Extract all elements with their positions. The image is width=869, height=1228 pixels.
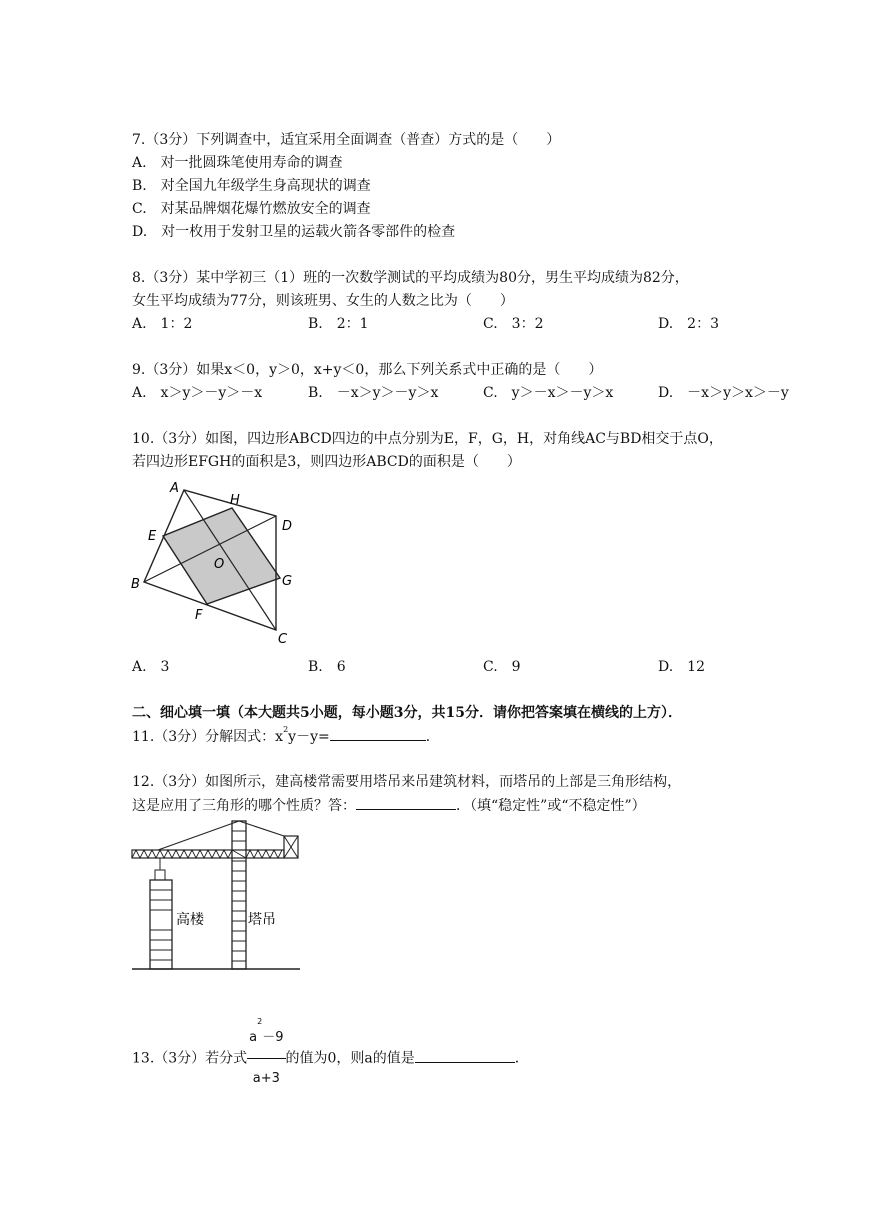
crane-figure xyxy=(128,816,308,974)
q8-option-b: B. 2：1 xyxy=(308,316,369,332)
q10-stem-line2: 若四边形EFGH的面积是3，则四边形ABCD的面积是（ ） xyxy=(132,454,521,470)
q10-stem-line1: 10.（3分）如图，四边形ABCD四边的中点分别为E，F，G，H，对角线AC与BD相交于点O， xyxy=(132,431,723,447)
label-c: C xyxy=(278,632,288,647)
q9-option-d: D. －x＞y＞x＞－y xyxy=(658,385,789,401)
q10-option-d: D. 12 xyxy=(658,659,705,675)
q13-answer-blank[interactable] xyxy=(415,1048,515,1063)
q11-exponent: 2 xyxy=(283,725,289,734)
q12-stem-line2 xyxy=(132,795,646,816)
label-crane: 塔吊 xyxy=(248,912,276,928)
q8-stem-line1: 8.（3分）某中学初三（1）班的一次数学测试的平均成绩为80分，男生平均成绩为82分， xyxy=(132,270,689,286)
q13-numerator: $a^2-9$ xyxy=(247,1018,285,1059)
section-heading: 二、细心填一填（本大题共5小题，每小题3分，共15分．请你把答案填在横线的上方）． xyxy=(132,705,682,721)
q8-option-c: C. 3：2 xyxy=(483,316,544,332)
q13-mid: 的值为0，则a的值是 xyxy=(285,1050,415,1067)
q9-option-a: A. x＞y＞－y＞－x xyxy=(132,385,263,401)
label-e: E xyxy=(148,529,157,544)
q12-answer-blank[interactable] xyxy=(356,795,456,810)
label-building: 高楼 xyxy=(176,912,204,928)
q11-line xyxy=(132,726,440,747)
label-b: B xyxy=(131,577,140,592)
q11-answer-blank[interactable] xyxy=(330,726,426,741)
q13-prefix: 13.（3分）若分式 xyxy=(132,1050,248,1067)
q7-option-a: A. 对一批圆珠笔使用寿命的调查 xyxy=(132,155,343,171)
label-a: A xyxy=(170,481,179,496)
q12-prefix: 这是应用了三角形的哪个性质？答： xyxy=(132,798,356,814)
q11-suffix: ． xyxy=(425,729,440,745)
q10-option-a: A. 3 xyxy=(132,659,170,675)
label-f: F xyxy=(195,608,203,623)
q7-stem: 7.（3分）下列调查中，适宜采用全面调查（普查）方式的是（ ） xyxy=(132,132,561,148)
q12-stem-line1: 12.（3分）如图所示，建高楼常需要用塔吊来吊建筑材料，而塔吊的上部是三角形结构， xyxy=(132,774,682,790)
q8-option-d: D. 2：3 xyxy=(658,316,719,332)
q9-stem: 9.（3分）如果x＜0，y＞0，x+y＜0，那么下列关系式中正确的是（ ） xyxy=(132,362,603,378)
q13-fraction xyxy=(247,1018,285,1099)
q7-option-c: C. 对某品牌烟花爆竹燃放安全的调查 xyxy=(132,201,371,217)
label-g: G xyxy=(282,574,293,589)
q10-option-c: C. 9 xyxy=(483,659,521,675)
q11-prefix: 11.（3分）分解因式：x xyxy=(132,729,284,745)
label-d: D xyxy=(282,519,293,534)
q11-mid: y－y= xyxy=(288,729,330,745)
quadrilateral-figure xyxy=(128,478,303,648)
q8-stem-line2: 女生平均成绩为77分，则该班男、女生的人数之比为（ ） xyxy=(132,293,514,309)
q7-option-b: B. 对全国九年级学生身高现状的调查 xyxy=(132,178,371,194)
q13-line xyxy=(132,1018,529,1099)
label-h: H xyxy=(230,493,240,508)
q13-denominator: a+3 xyxy=(252,1071,280,1086)
q7-option-d: D. 对一枚用于发射卫星的运载火箭各零部件的检查 xyxy=(132,224,456,240)
q12-suffix: ．（填“稳定性”或“不稳定性”） xyxy=(456,798,646,814)
q9-option-c: C. y＞－x＞－y＞x xyxy=(483,385,614,401)
q10-option-b: B. 6 xyxy=(308,659,346,675)
label-o: O xyxy=(214,557,225,572)
q13-suffix: ． xyxy=(514,1050,529,1067)
q8-option-a: A. 1：2 xyxy=(132,316,193,332)
q9-option-b: B. －x＞y＞－y＞x xyxy=(308,385,439,401)
